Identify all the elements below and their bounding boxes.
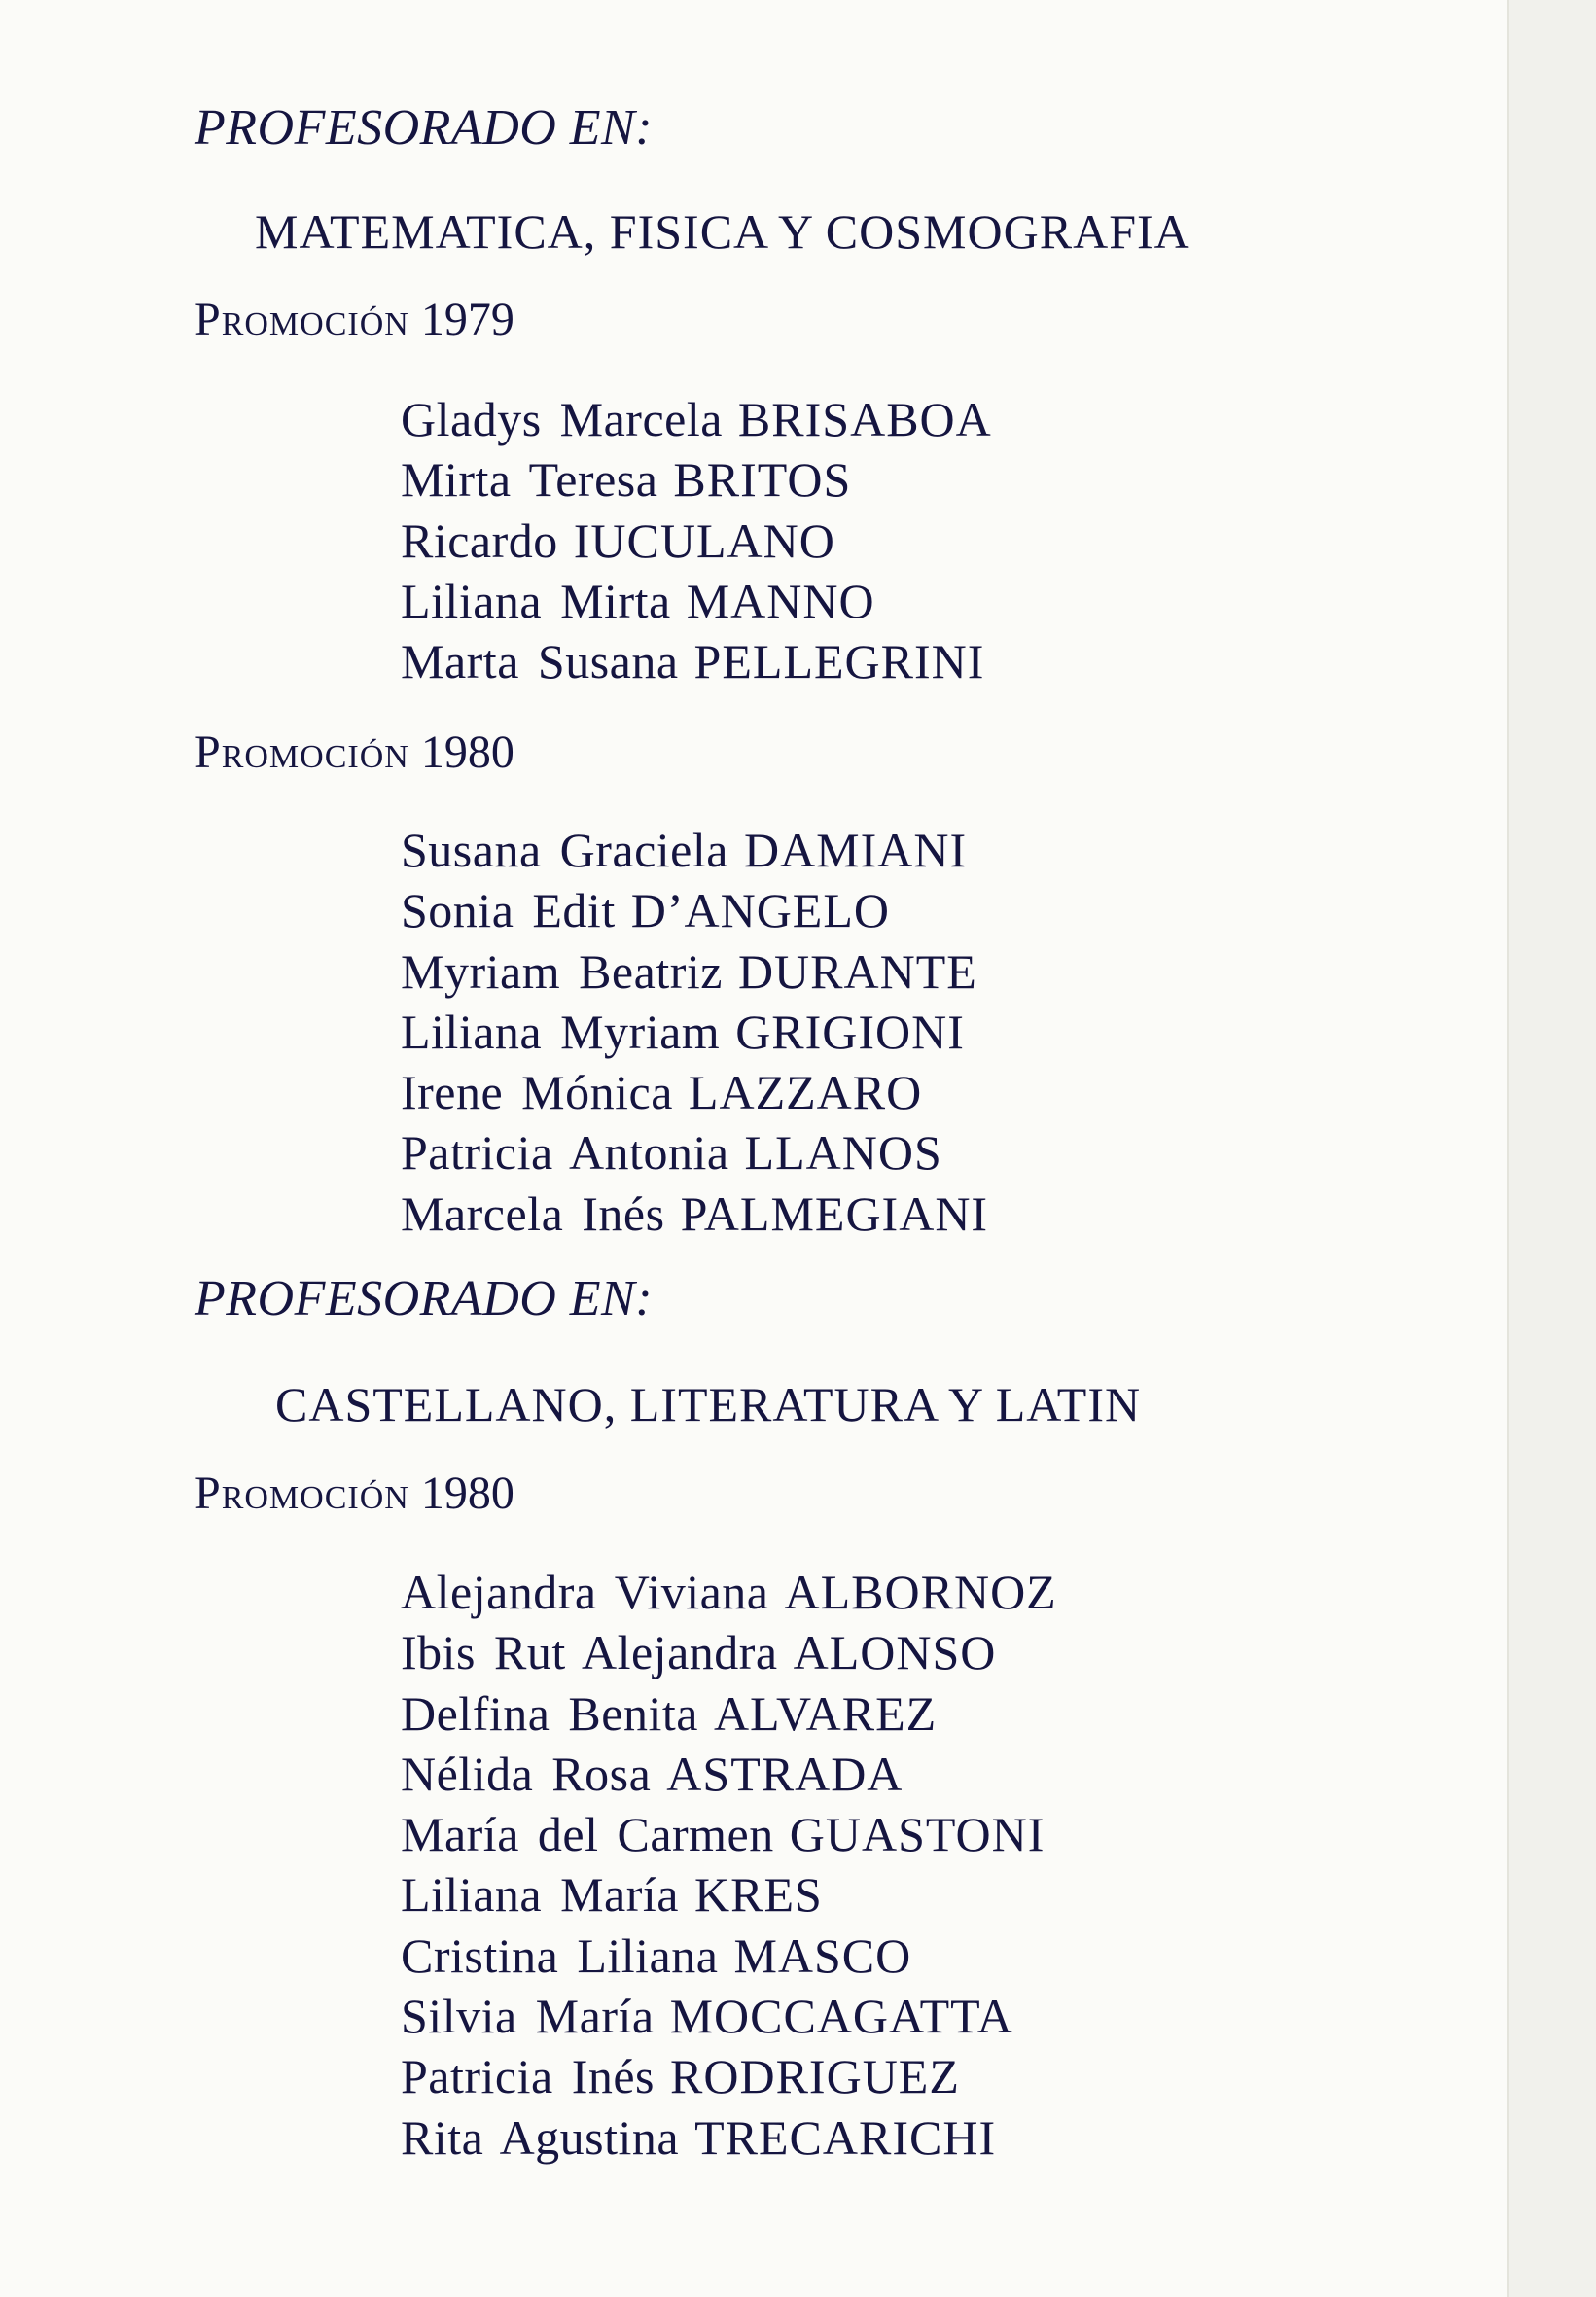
graduate-name: [401, 1184, 988, 1244]
surname: ALVAREZ: [713, 1685, 938, 1741]
promotion-year: 1980: [420, 1467, 514, 1519]
graduate-name: [401, 389, 992, 449]
surname: PALMEGIANI: [680, 1185, 989, 1241]
promotion-word: Promoción: [195, 726, 409, 778]
surname: GRIGIONI: [735, 1004, 965, 1059]
section-subject: MATEMATICA, FISICA Y COSMOGRAFIA: [255, 204, 1190, 259]
graduate-name: [401, 1804, 1057, 1864]
graduate-name: [401, 1562, 1057, 1622]
given-names: Mirta Teresa: [401, 452, 658, 508]
surname: BRISABOA: [737, 392, 992, 446]
promotion-word: Promoción: [195, 294, 409, 345]
section-heading: PROFESORADO EN:: [195, 1271, 654, 1326]
given-names: Liliana Myriam: [401, 1004, 721, 1059]
given-names: Patricia Inés: [401, 2049, 656, 2104]
given-names: Irene Mónica: [401, 1065, 673, 1120]
given-names: Sonia Edit: [401, 883, 616, 938]
surname: ALBORNOZ: [784, 1565, 1057, 1619]
graduate-name: [401, 1864, 1057, 1925]
graduate-list: [401, 1562, 1057, 2168]
surname: LAZZARO: [688, 1065, 923, 1120]
surname: TRECARICHI: [694, 2109, 997, 2165]
graduate-name: [401, 1744, 1057, 1804]
surname: IUCULANO: [573, 512, 835, 568]
graduate-name: [401, 511, 992, 571]
graduate-name: [401, 2107, 1057, 2168]
graduate-list: [401, 820, 988, 1244]
given-names: Delfina Benita: [401, 1685, 698, 1741]
graduate-name: [401, 1622, 1057, 1682]
graduate-name: [401, 1926, 1057, 1986]
surname: LLANOS: [744, 1125, 942, 1181]
section-subject: CASTELLANO, LITERATURA Y LATIN: [275, 1377, 1142, 1431]
given-names: Myriam Beatriz: [401, 943, 723, 999]
given-names: Rita Agustina: [401, 2109, 680, 2165]
surname: ASTRADA: [666, 1746, 904, 1801]
surname: ALONSO: [793, 1625, 997, 1680]
graduate-name: [401, 941, 988, 1002]
graduate-name: [401, 1002, 988, 1062]
graduate-name: [401, 820, 988, 880]
page-edge-shadow: [1507, 0, 1596, 2297]
graduate-name: [401, 1122, 988, 1183]
surname: MOCCAGATTA: [669, 1989, 1013, 2044]
surname: MANNO: [686, 573, 875, 628]
given-names: Silvia María: [401, 1989, 655, 2044]
page-edge-line: [1507, 0, 1509, 2297]
given-names: Liliana María: [401, 1867, 679, 1923]
surname: KRES: [694, 1867, 823, 1923]
surname: BRITOS: [673, 452, 852, 508]
surname: DURANTE: [737, 943, 977, 999]
given-names: Marcela Inés: [401, 1185, 665, 1241]
section-heading: PROFESORADO EN:: [195, 100, 654, 156]
promotion-year: 1980: [420, 726, 514, 778]
given-names: Patricia Antonia: [401, 1125, 729, 1181]
given-names: Alejandra Viviana: [401, 1565, 769, 1619]
given-names: Marta Susana: [401, 634, 679, 689]
graduate-name: [401, 1986, 1057, 2046]
surname: DAMIANI: [743, 823, 968, 877]
promotion-year: 1979: [420, 294, 514, 345]
surname: D’ANGELO: [630, 883, 890, 938]
promotion-label: [195, 293, 514, 347]
given-names: Liliana Mirta: [401, 573, 671, 628]
given-names: Gladys Marcela: [401, 392, 723, 446]
surname: RODRIGUEZ: [670, 2049, 960, 2104]
surname: GUASTONI: [789, 1807, 1046, 1862]
surname: MASCO: [733, 1927, 912, 1983]
graduate-name: [401, 1062, 988, 1122]
surname: PELLEGRINI: [693, 634, 985, 689]
given-names: Susana Graciela: [401, 823, 728, 877]
graduate-name: [401, 2046, 1057, 2106]
promotion-label: [195, 725, 514, 780]
graduate-name: [401, 631, 992, 691]
graduate-name: [401, 1683, 1057, 1744]
graduate-name: [401, 449, 992, 510]
promotion-label: [195, 1467, 514, 1521]
given-names: Ricardo: [401, 512, 558, 568]
graduate-list: [401, 389, 992, 691]
graduate-name: [401, 880, 988, 940]
given-names: María del Carmen: [401, 1807, 774, 1862]
given-names: Ibis Rut Alejandra: [401, 1625, 778, 1680]
given-names: Nélida Rosa: [401, 1746, 652, 1801]
given-names: Cristina Liliana: [401, 1927, 719, 1983]
graduate-name: [401, 571, 992, 631]
promotion-word: Promoción: [195, 1467, 409, 1519]
